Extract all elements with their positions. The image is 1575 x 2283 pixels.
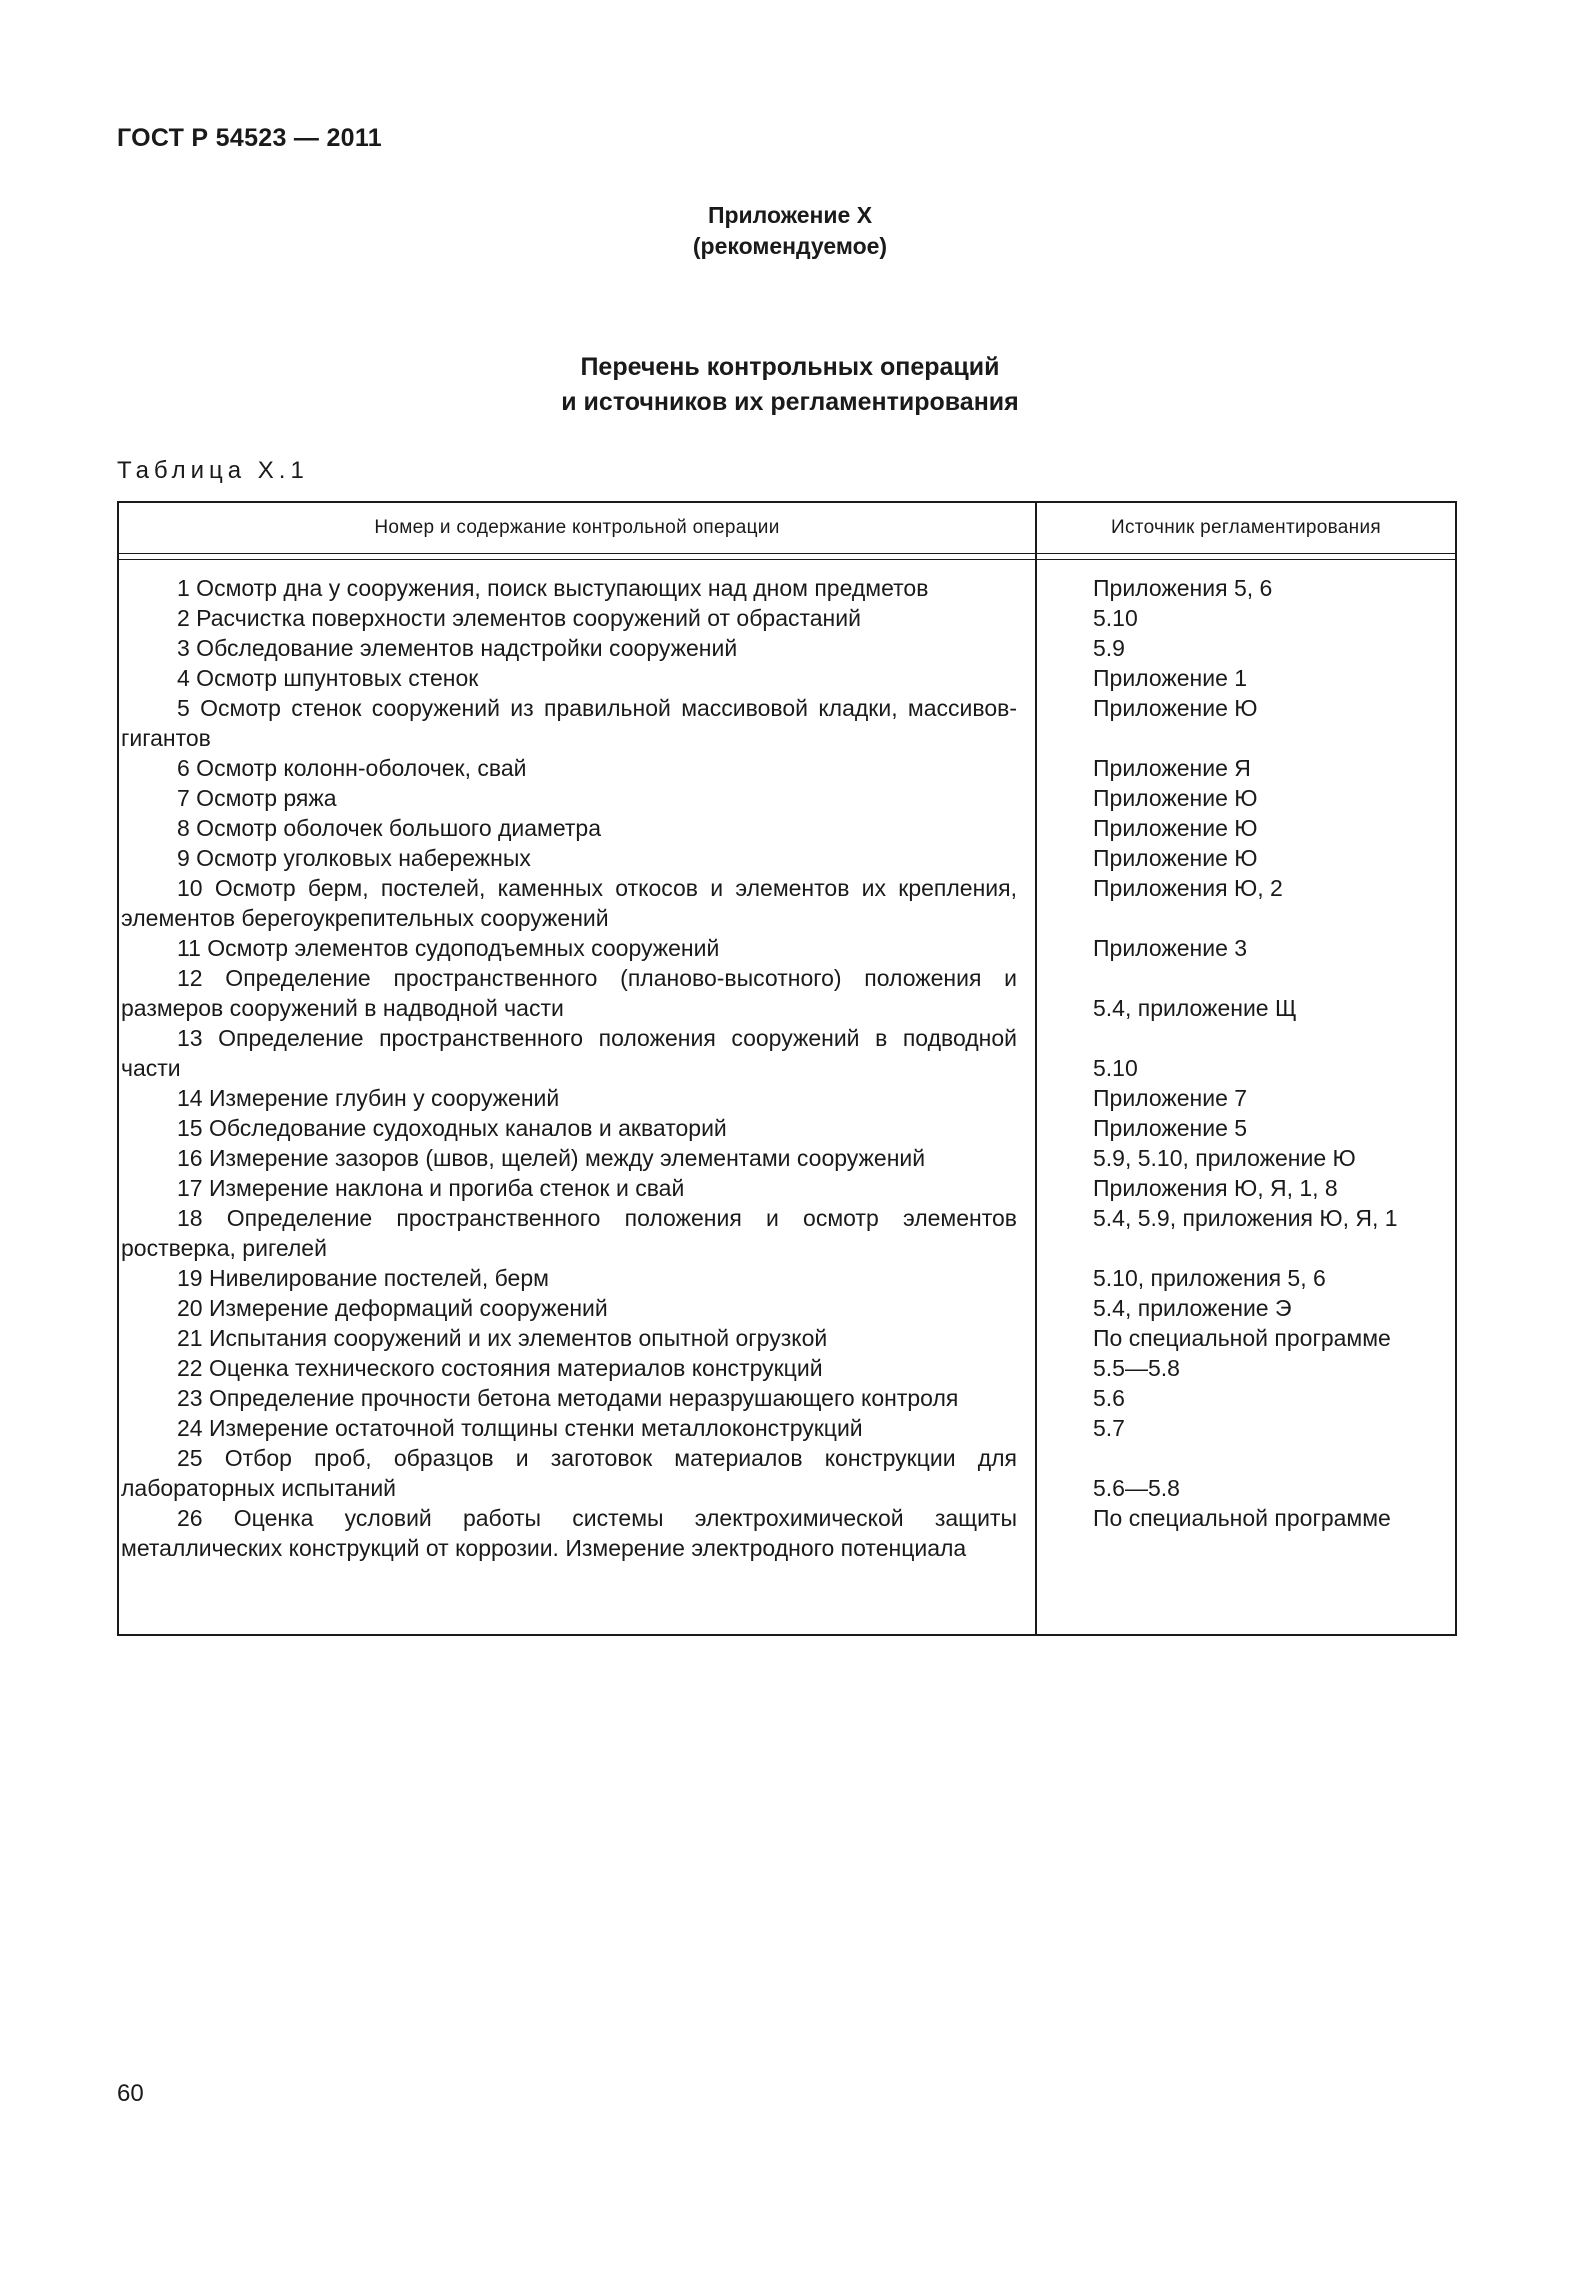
source-cell: 5.10 bbox=[1093, 1055, 1138, 1081]
column-header-operation: Номер и содержание контрольной операции bbox=[374, 517, 780, 538]
operation-cell: 11 Осмотр элементов судоподъемных сооружений bbox=[177, 935, 720, 961]
operation-cell: 7 Осмотр ряжа bbox=[177, 785, 337, 811]
table-row bbox=[119, 813, 1455, 843]
operation-cell: 14 Измерение глубин у сооружений bbox=[177, 1085, 560, 1111]
table-row bbox=[119, 783, 1455, 813]
table-row bbox=[119, 873, 1455, 933]
source-cell: По специальной программе bbox=[1093, 1505, 1391, 1531]
source-cell: 5.9 bbox=[1093, 635, 1125, 661]
table-row bbox=[119, 933, 1455, 963]
table-row bbox=[119, 663, 1455, 693]
section-title-line-2: и источников их регламентирования bbox=[561, 388, 1019, 416]
source-cell: Приложение Ю bbox=[1093, 695, 1258, 721]
table-row bbox=[119, 1383, 1455, 1413]
operation-cell: 16 Измерение зазоров (швов, щелей) между элементами сооружений bbox=[177, 1145, 926, 1171]
operation-cell: 4 Осмотр шпунтовых стенок bbox=[177, 665, 479, 691]
source-cell: 5.6 bbox=[1093, 1385, 1125, 1411]
source-cell: 5.5—5.8 bbox=[1093, 1355, 1180, 1381]
table-row bbox=[119, 1413, 1455, 1443]
table-row bbox=[119, 963, 1455, 1023]
source-cell: По специальной программе bbox=[1093, 1325, 1391, 1351]
operation-cell: 15 Обследование судоходных каналов и акваторий bbox=[177, 1115, 727, 1141]
appendix-heading bbox=[620, 200, 960, 262]
table-row bbox=[119, 1173, 1455, 1203]
source-cell: 5.10, приложения 5, 6 bbox=[1093, 1265, 1326, 1291]
source-cell: 5.4, приложение Э bbox=[1093, 1295, 1292, 1321]
table-row bbox=[119, 1203, 1455, 1263]
column-header-source: Источник регламентирования bbox=[1111, 517, 1381, 538]
operation-cell: 25 Отбор проб, образцов и заготовок материалов конструкции для лабораторных испытаний bbox=[121, 1445, 1017, 1501]
operation-cell: 18 Определение пространственного положения и осмотр элементов ростверка, ригелей bbox=[121, 1205, 1017, 1261]
source-cell: Приложение 1 bbox=[1093, 665, 1248, 691]
operation-cell: 3 Обследование элементов надстройки сооружений bbox=[177, 635, 738, 661]
operation-cell: 2 Расчистка поверхности элементов сооружений от обрастаний bbox=[177, 605, 861, 631]
source-cell: Приложение 3 bbox=[1093, 935, 1248, 961]
table-row bbox=[119, 1443, 1455, 1503]
operation-cell: 21 Испытания сооружений и их элементов опытной огрузкой bbox=[177, 1325, 828, 1351]
table-row bbox=[119, 843, 1455, 873]
operations-table bbox=[117, 501, 1457, 1636]
operation-cell: 6 Осмотр колонн-оболочек, свай bbox=[177, 755, 527, 781]
operation-cell: 12 Определение пространственного (планово-высотного) положения и размеров сооружений в надводной части bbox=[121, 965, 1017, 1021]
section-title bbox=[430, 350, 1150, 420]
source-cell: 5.10 bbox=[1093, 605, 1138, 631]
source-cell: Приложение Ю bbox=[1093, 785, 1258, 811]
operation-cell: 20 Измерение деформаций сооружений bbox=[177, 1295, 608, 1321]
page-number: 60 bbox=[117, 2080, 144, 2107]
table-row bbox=[119, 1083, 1455, 1113]
source-cell: 5.6—5.8 bbox=[1093, 1475, 1180, 1501]
table-row bbox=[119, 1263, 1455, 1293]
document-code: ГОСТ Р 54523 — 2011 bbox=[117, 124, 382, 152]
source-cell: Приложение Ю bbox=[1093, 815, 1258, 841]
operation-cell: 19 Нивелирование постелей, берм bbox=[177, 1265, 549, 1291]
operation-cell: 23 Определение прочности бетона методами неразрушающего контроля bbox=[177, 1385, 959, 1411]
source-cell: 5.9, 5.10, приложение Ю bbox=[1093, 1145, 1356, 1171]
table-body bbox=[119, 573, 1455, 1563]
table-row bbox=[119, 693, 1455, 753]
source-cell: Приложения Ю, 2 bbox=[1093, 875, 1283, 901]
operation-cell: 10 Осмотр берм, постелей, каменных откосов и элементов их крепления, элементов берегоукрепительных сооружений bbox=[121, 875, 1017, 931]
table-row bbox=[119, 1023, 1455, 1083]
source-cell: Приложения Ю, Я, 1, 8 bbox=[1093, 1175, 1338, 1201]
source-cell: 5.4, 5.9, приложения Ю, Я, 1 bbox=[1093, 1205, 1398, 1231]
section-title-line-1: Перечень контрольных операций bbox=[580, 353, 1000, 381]
table-row bbox=[119, 753, 1455, 783]
operation-cell: 9 Осмотр уголковых набережных bbox=[177, 845, 531, 871]
source-cell: 5.7 bbox=[1093, 1415, 1125, 1441]
operation-cell: 8 Осмотр оболочек большого диаметра bbox=[177, 815, 602, 841]
table-row bbox=[119, 1113, 1455, 1143]
operation-cell: 24 Измерение остаточной толщины стенки металлоконструкций bbox=[177, 1415, 863, 1441]
operation-cell: 22 Оценка технического состояния материалов конструкций bbox=[177, 1355, 823, 1381]
operation-cell: 5 Осмотр стенок сооружений из правильной массивовой кладки, массивов-гигантов bbox=[121, 695, 1017, 751]
table-row bbox=[119, 1353, 1455, 1383]
table-row bbox=[119, 603, 1455, 633]
table-row bbox=[119, 1143, 1455, 1173]
table-row bbox=[119, 573, 1455, 603]
table-row bbox=[119, 1503, 1455, 1563]
operation-cell: 13 Определение пространственного положения сооружений в подводной части bbox=[121, 1025, 1017, 1081]
table-row bbox=[119, 1323, 1455, 1353]
operation-cell: 17 Измерение наклона и прогиба стенок и свай bbox=[177, 1175, 685, 1201]
header-rule-bottom bbox=[119, 559, 1455, 560]
header-rule-top bbox=[119, 553, 1455, 554]
source-cell: Приложение 5 bbox=[1093, 1115, 1248, 1141]
source-cell: Приложение 7 bbox=[1093, 1085, 1248, 1111]
table-row bbox=[119, 1293, 1455, 1323]
operation-cell: 26 Оценка условий работы системы электрохимической защиты металлических конструкций от коррозии. Измерение электродного потенциала bbox=[121, 1505, 1017, 1561]
source-cell: Приложение Ю bbox=[1093, 845, 1258, 871]
table-row bbox=[119, 633, 1455, 663]
operation-cell: 1 Осмотр дна у сооружения, поиск выступающих над дном предметов bbox=[177, 575, 929, 601]
source-cell: Приложения 5, 6 bbox=[1093, 575, 1273, 601]
source-cell: 5.4, приложение Щ bbox=[1093, 995, 1297, 1021]
source-cell: Приложение Я bbox=[1093, 755, 1251, 781]
appendix-subtitle: (рекомендуемое) bbox=[692, 233, 888, 259]
table-label: Таблица Х.1 bbox=[117, 457, 309, 484]
appendix-title: Приложение Х bbox=[707, 202, 873, 228]
